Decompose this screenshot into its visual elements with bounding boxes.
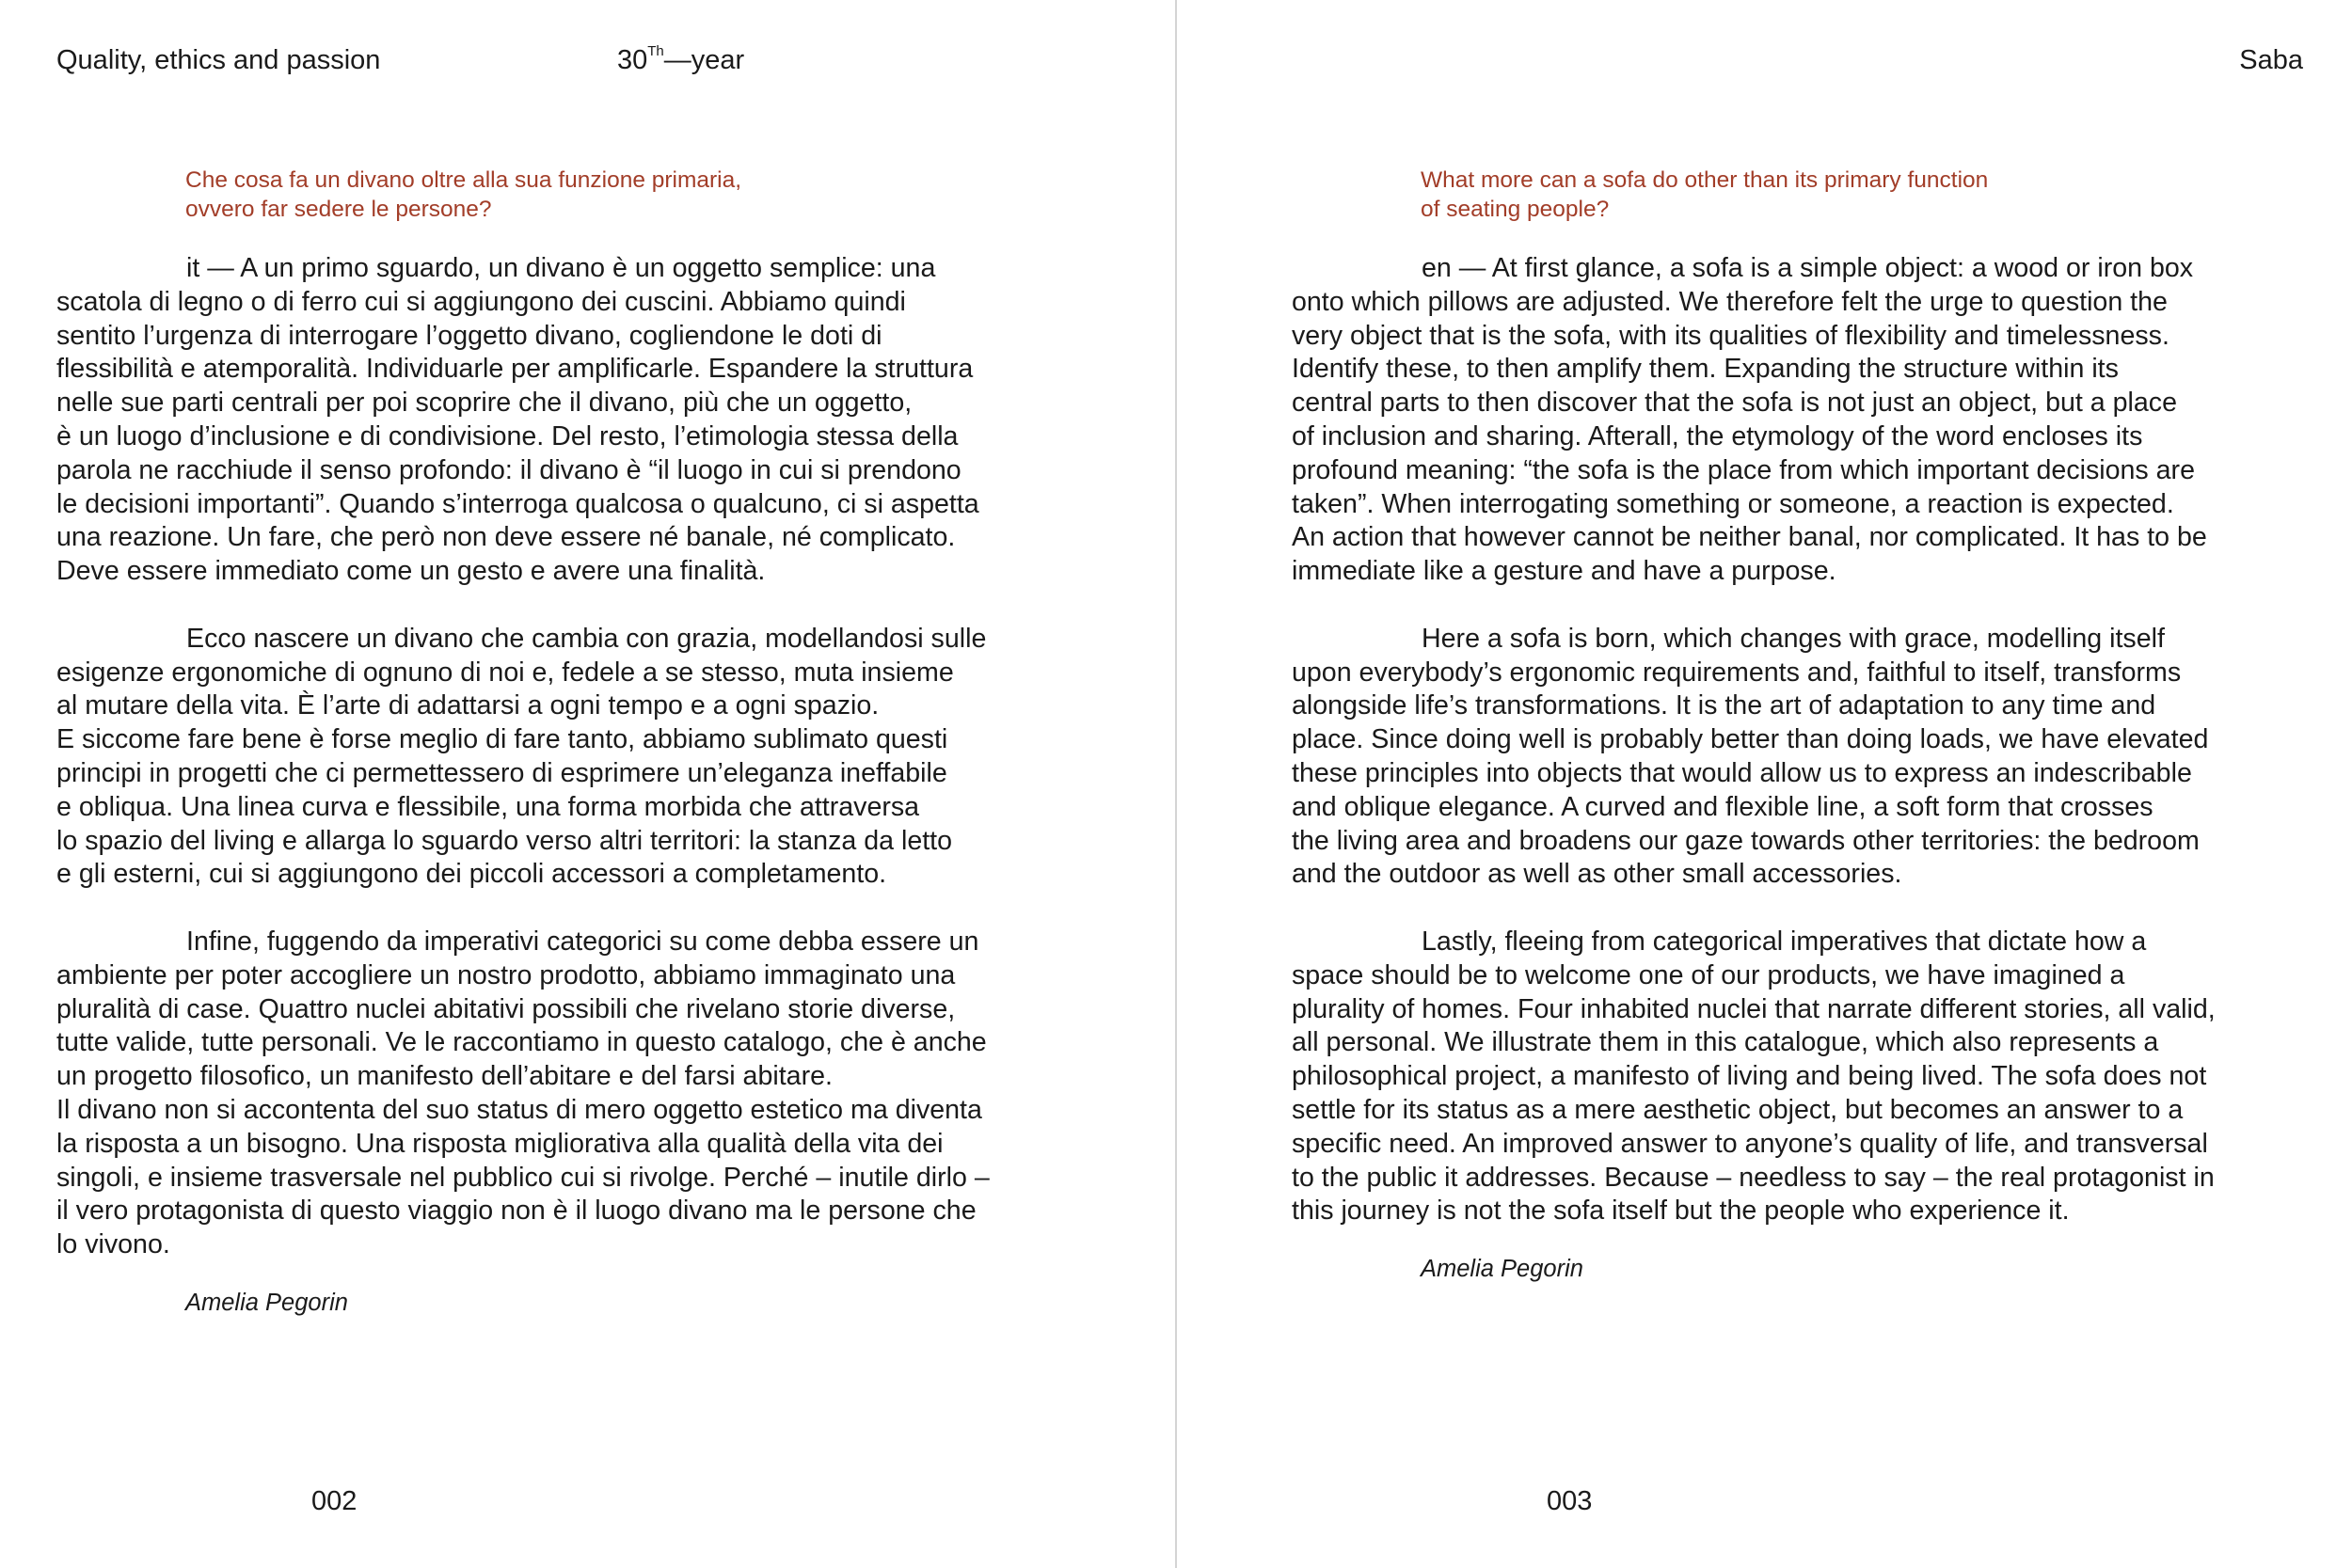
paragraph-3 (1292, 926, 2216, 1228)
text-line: Infine, fuggendo da imperativi categorici su come debba essere un (186, 926, 979, 957)
text-line: immediate like a gesture and have a purpose. (1292, 556, 1836, 587)
author-signature: Amelia Pegorin (185, 1290, 348, 1316)
text-line: singoli, e insieme trasversale nel pubblico cui si rivolge. Perché – inutile dirlo – (56, 1162, 990, 1193)
text-line: settle for its status as a mere aesthetic object, but becomes an answer to a (1292, 1094, 2184, 1125)
text-line: è un luogo d’inclusione e di condivisione. Del resto, l’etimologia stessa della (56, 420, 959, 451)
text-line: central parts to then discover that the sofa is not just an object, but a place (1292, 388, 2177, 419)
text-line: Here a sofa is born, which changes with grace, modelling itself (1422, 623, 2165, 654)
text-line: Identify these, to then amplify them. Expanding the structure within its (1292, 354, 2119, 385)
page-number: 003 (1547, 1486, 1593, 1516)
paragraph-2 (56, 623, 990, 892)
text-line: Lastly, fleeing from categorical imperatives that dictate how a (1422, 926, 2147, 957)
body-text-english (1292, 252, 2216, 1228)
page-number: 002 (311, 1486, 358, 1516)
text-line: flessibilità e atemporalità. Individuarle per amplificarle. Espandere la struttura (56, 354, 974, 385)
text-line: it — A un primo sguardo, un divano è un oggetto semplice: una (186, 253, 936, 283)
text-line: and the outdoor as well as other small accessories. (1292, 859, 1902, 890)
running-title: Quality, ethics and passion (56, 45, 381, 75)
text-line: of inclusion and sharing. Afterall, the etymology of the word encloses its (1292, 420, 2143, 451)
question-line: ovvero far sedere le persone? (185, 197, 492, 222)
question-english (1421, 166, 1988, 224)
text-line: sentito l’urgenza di interrogare l’oggetto divano, cogliendone le doti di (56, 320, 882, 351)
edition-suffix: —year (663, 45, 745, 75)
text-line: pluralità di case. Quattro nuclei abitativi possibili che rivelano storie diverse, (56, 993, 956, 1024)
text-line: il vero protagonista di questo viaggio non è il luogo divano ma le persone che (56, 1196, 977, 1227)
question-italian (185, 166, 741, 224)
text-line: place. Since doing well is probably better than doing loads, we have elevated (1292, 724, 2209, 755)
text-line: al mutare della vita. È l’arte di adattarsi a ogni tempo e a ogni spazio. (56, 690, 880, 721)
text-line: lo spazio del living e allarga lo sguardo verso altri territori: la stanza da letto (56, 825, 953, 856)
paragraph-1 (56, 252, 990, 589)
text-line: parola ne racchiude il senso profondo: il divano è “il luogo in cui si prendono (56, 454, 961, 485)
text-line: tutte valide, tutte personali. Ve le raccontiamo in questo catalogo, che è anche (56, 1027, 987, 1058)
text-line: una reazione. Un fare, che però non deve essere né banale, né complicato. (56, 522, 956, 553)
text-line: Ecco nascere un divano che cambia con grazia, modellandosi sulle (186, 623, 987, 654)
text-line: en — At first glance, a sofa is a simple object: a wood or iron box (1422, 253, 2194, 283)
text-line: upon everybody’s ergonomic requirements and, faithful to itself, transforms (1292, 657, 2182, 688)
text-line: An action that however cannot be neither banal, nor complicated. It has to be (1292, 522, 2207, 553)
text-line: un progetto filosofico, un manifesto dell’abitare e del farsi abitare. (56, 1061, 833, 1092)
text-line: e gli esterni, cui si aggiungono dei piccoli accessori a completamento. (56, 859, 887, 890)
text-line: nelle sue parti centrali per poi scoprire che il divano, più che un oggetto, (56, 388, 913, 419)
text-line: scatola di legno o di ferro cui si aggiungono dei cuscini. Abbiamo quindi (56, 286, 906, 317)
text-line: this journey is not the sofa itself but the people who experience it. (1292, 1196, 2070, 1227)
text-line: onto which pillows are adjusted. We therefore felt the urge to question the (1292, 286, 2168, 317)
text-line: all personal. We illustrate them in this catalogue, which also represents a (1292, 1027, 2159, 1058)
paragraph-2 (1292, 623, 2216, 892)
edition-number: 30 (617, 45, 648, 75)
text-line: specific need. An improved answer to anyone’s quality of life, and transversal (1292, 1128, 2208, 1159)
left-page (0, 0, 1175, 1568)
text-line: ambiente per poter accogliere un nostro prodotto, abbiamo immaginato una (56, 959, 956, 990)
text-line: E siccome fare bene è forse meglio di fare tanto, abbiamo sublimato questi (56, 724, 948, 755)
text-line: very object that is the sofa, with its qualities of flexibility and timelessness. (1292, 320, 2169, 351)
text-line: plurality of homes. Four inhabited nuclei that narrate different stories, all valid, (1292, 993, 2216, 1024)
body-text-italian (56, 252, 990, 1262)
text-line: Deve essere immediato come un gesto e avere una finalità. (56, 556, 766, 587)
text-line: profound meaning: “the sofa is the place from which important decisions are (1292, 454, 2195, 485)
edition-ordinal: Th (647, 43, 664, 60)
text-line: la risposta a un bisogno. Una risposta migliorativa alla qualità della vita dei (56, 1128, 944, 1159)
author-signature: Amelia Pegorin (1421, 1256, 1583, 1282)
text-line: taken”. When interrogating something or someone, a reaction is expected. (1292, 488, 2174, 519)
brand-name: Saba (2239, 45, 2303, 75)
right-page (1177, 0, 2352, 1568)
text-line: e obliqua. Una linea curva e flessibile, una forma morbida che attraversa (56, 791, 920, 822)
paragraph-1 (1292, 252, 2216, 589)
text-line: and oblique elegance. A curved and flexible line, a soft form that crosses (1292, 791, 2153, 822)
edition-label (617, 43, 744, 77)
question-line: Che cosa fa un divano oltre alla sua funzione primaria, (185, 167, 742, 193)
text-line: philosophical project, a manifesto of living and being lived. The sofa does not (1292, 1061, 2207, 1092)
text-line: space should be to welcome one of our products, we have imagined a (1292, 959, 2125, 990)
text-line: alongside life’s transformations. It is the art of adaptation to any time and (1292, 690, 2156, 721)
paragraph-3 (56, 926, 990, 1262)
question-line: What more can a sofa do other than its primary function (1421, 167, 1989, 193)
text-line: principi in progetti che ci permettessero di esprimere un’eleganza ineffabile (56, 757, 947, 788)
text-line: lo vivono. (56, 1229, 170, 1260)
text-line: these principles into objects that would allow us to express an indescribable (1292, 757, 2192, 788)
text-line: esigenze ergonomiche di ognuno di noi e, fedele a se stesso, muta insieme (56, 657, 954, 688)
text-line: the living area and broadens our gaze towards other territories: the bedroom (1292, 825, 2200, 856)
text-line: le decisioni importanti”. Quando s’interroga qualcosa o qualcuno, ci si aspetta (56, 488, 979, 519)
text-line: Il divano non si accontenta del suo status di mero oggetto estetico ma diventa (56, 1094, 982, 1125)
text-line: to the public it addresses. Because – needless to say – the real protagonist in (1292, 1162, 2215, 1193)
question-line: of seating people? (1421, 197, 1610, 222)
